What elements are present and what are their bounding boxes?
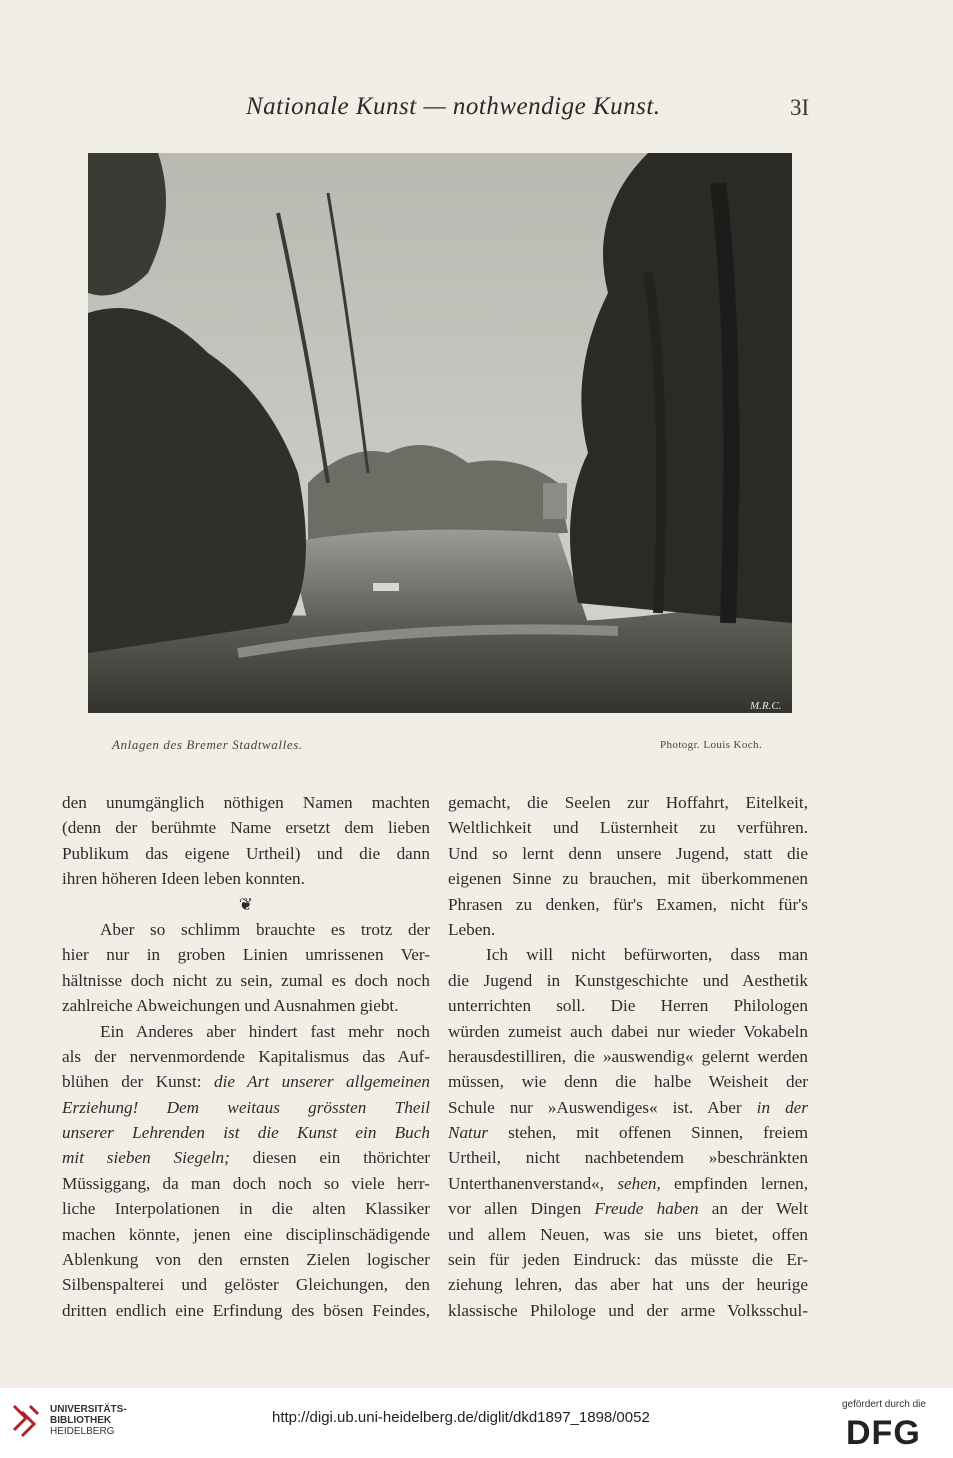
emphasis-line: unserer Lehrenden ist die Kunst ein Buch	[62, 1123, 430, 1143]
text-line: ihren höheren Ideen leben konnten.	[62, 869, 305, 889]
caption-credit: Photogr. Louis Koch.	[660, 739, 763, 751]
emphasis-segment: sehen,	[617, 1173, 661, 1193]
text-segment: stehen, mit offenen Sinnen, freiem	[508, 1123, 808, 1143]
text-line	[448, 1095, 808, 1120]
text-line	[448, 1120, 808, 1145]
photo-caption	[0, 737, 953, 757]
text-line: Silbenspalterei und gelöster Gleichungen, den	[62, 1275, 430, 1295]
emphasis-segment: Natur	[448, 1123, 489, 1143]
text-line: Urtheil, nicht nachbetendem »beschränkten	[448, 1148, 808, 1168]
emphasis-segment: die Art unserer allgemeinen	[214, 1072, 430, 1092]
text-line: dritten endlich eine Erfindung des bösen Feindes,	[62, 1300, 430, 1320]
text-line: müssen, wie denn die halbe Weisheit der	[448, 1072, 808, 1092]
photo-illustration	[88, 153, 792, 713]
digitization-footer	[0, 1388, 953, 1458]
text-line: und allem Neuen, was sie uns bietet, offen	[448, 1224, 808, 1244]
library-name-line: UNIVERSITÄTS-	[50, 1404, 127, 1415]
emphasis-segment: mit sieben Siegeln;	[62, 1148, 230, 1168]
text-segment: blühen der Kunst:	[62, 1072, 202, 1092]
text-line: hältnisse doch nicht zu sein, zumal es doch noch	[62, 970, 430, 990]
text-line	[448, 1196, 808, 1221]
emphasis-segment: Freude haben	[594, 1199, 699, 1219]
section-ornament: ❦	[238, 894, 254, 914]
text-segment: vor allen Dingen	[448, 1199, 582, 1219]
text-line: zahlreiche Abweichungen und Ausnahmen giebt.	[62, 996, 399, 1016]
text-line: Ablenkung von den ernsten Zielen logischer	[62, 1250, 430, 1270]
text-line: unterrichten soll. Die Herren Philologen	[448, 996, 808, 1016]
permalink[interactable]: http://digi.ub.uni-heidelberg.de/diglit/dkd1897_1898/0052	[272, 1409, 650, 1426]
text-line: (denn der berühmte Name ersetzt dem lieben	[62, 818, 430, 838]
text-line: Aber so schlimm brauchte es trotz der	[100, 919, 430, 939]
library-name	[50, 1404, 127, 1437]
text-line: herausdestilliren, die »auswendig« gelernt werden	[448, 1046, 808, 1066]
running-title: Nationale Kunst — nothwendige Kunst.	[246, 93, 661, 120]
text-line: sein für jeden Eindruck: das müsste die Er-	[448, 1250, 808, 1270]
text-line: als der nervenmordende Kapitalismus das Auf-	[62, 1046, 430, 1066]
emphasis-segment: in der	[756, 1097, 808, 1117]
text-line: hier nur in groben Linien umrissenen Ver-	[62, 945, 430, 965]
text-line: Phrasen zu denken, für's Examen, nicht für's	[448, 894, 808, 914]
caption-title: Anlagen des Bremer Stadtwalles.	[112, 737, 303, 752]
funded-by-label: gefördert durch die	[842, 1399, 926, 1410]
emphasis-line: Erziehung! Dem weitaus grössten Theil	[62, 1097, 430, 1117]
text-line: machen könnte, jenen eine disciplinschädigende	[62, 1224, 430, 1244]
text-line: Publikum das eigene Urtheil) und die dann	[62, 843, 430, 863]
text-line: gemacht, die Seelen zur Hoffahrt, Eitelkeit,	[448, 793, 808, 812]
text-segment: Unterthanenverstand«,	[448, 1173, 605, 1193]
text-line: liche Interpolationen in die alten Klassiker	[62, 1199, 430, 1219]
text-line: die Jugend in Kunstgeschichte und Aesthetik	[448, 970, 808, 990]
text-line: würden zumeist auch dabei nur wieder Vokabeln	[448, 1021, 808, 1041]
text-line: klassische Philologe und der arme Volksschul-	[448, 1300, 808, 1320]
text-line: Weltlichkeit und Lüsternheit zu verführen.	[448, 818, 808, 838]
text-line: Ein Anderes aber hindert fast mehr noch	[100, 1021, 430, 1041]
library-name-line: HEIDELBERG	[50, 1426, 115, 1437]
text-segment: diesen ein thörichter	[252, 1148, 431, 1168]
text-line: Und so lernt denn unsere Jugend, statt die	[448, 843, 808, 863]
text-segment: an der Welt	[711, 1199, 808, 1219]
text-line: ziehung lehren, das aber hat uns der heurige	[448, 1275, 808, 1295]
text-line	[448, 1171, 808, 1196]
text-line	[62, 1069, 430, 1094]
text-segment: Schule nur »Auswendiges« ist. Aber	[448, 1097, 742, 1117]
text-line: Müssiggang, da man doch noch so viele herr-	[62, 1173, 430, 1193]
text-line: eigenen Sinne zu brauchen, mit überkommenen	[448, 869, 808, 889]
landscape-photograph	[88, 153, 792, 713]
page-number: 3I	[790, 95, 810, 120]
text-column-right	[448, 790, 808, 1323]
page-header	[0, 93, 953, 127]
text-line	[62, 1145, 430, 1170]
text-line: Leben.	[448, 919, 496, 939]
text-column-left	[62, 790, 430, 1323]
photo-monogram: M.R.C.	[750, 700, 782, 712]
dfg-logo: DFG	[846, 1414, 921, 1452]
text-segment: empfinden lernen,	[674, 1173, 809, 1193]
university-library-logo-icon	[10, 1402, 42, 1442]
library-name-line: BIBLIOTHEK	[50, 1415, 112, 1426]
text-line: den unumgänglich nöthigen Namen machten	[62, 793, 430, 812]
text-line: Ich will nicht befürworten, dass man	[486, 945, 808, 965]
